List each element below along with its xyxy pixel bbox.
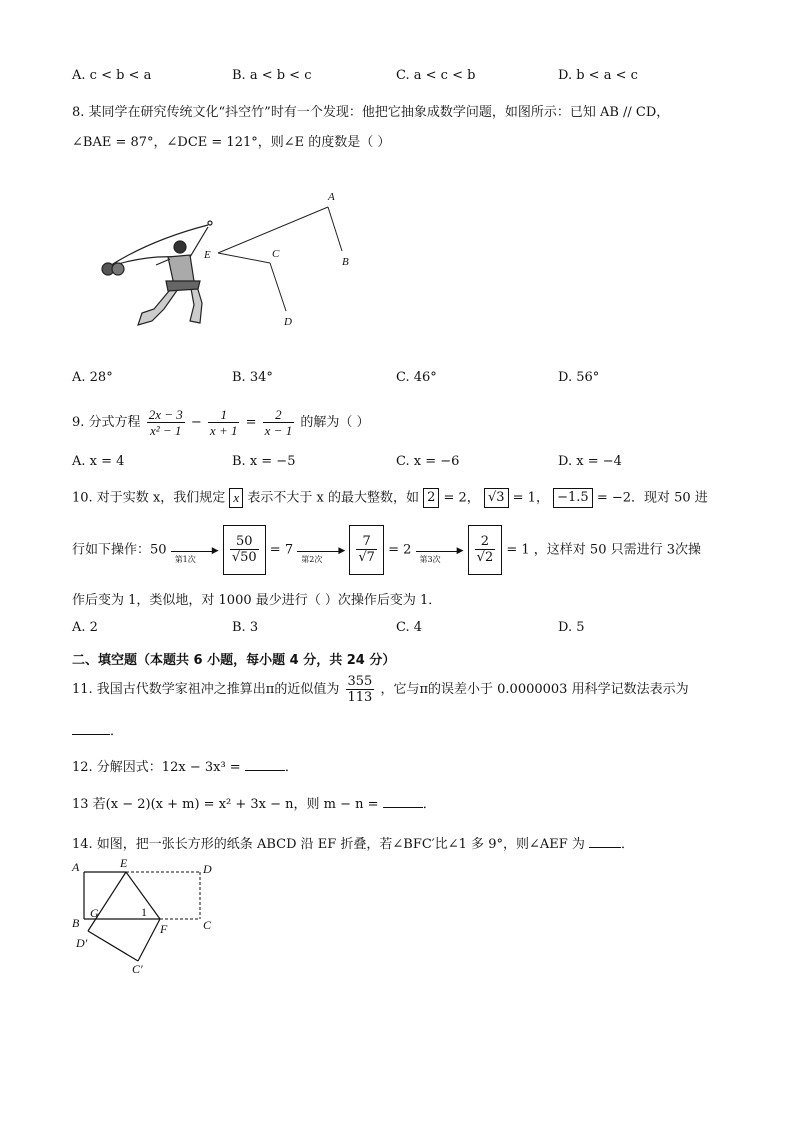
q14-text: 14. 如图，把一张长方形的纸条 ABCD 沿 EF 折叠，若∠BFC′比∠1 多 9°，则∠AEF 为 [72, 837, 585, 852]
q9-f2-den: x + 1 [209, 423, 238, 438]
q9-option-d: D. x = −4 [558, 454, 622, 469]
label-E: E [204, 249, 211, 261]
q14-figure [70, 855, 230, 980]
label-B: B [72, 916, 80, 930]
q7-option-b: B. a < b < c [232, 68, 312, 83]
q9-stem [72, 405, 369, 441]
q11-suffix: ，它与π的误差小于 0.0000003 用科学记数法表示为 [380, 682, 689, 697]
edge-Dp-Cp [88, 931, 138, 961]
q11-stem [72, 672, 689, 708]
q9-f1-num: 2x − 3 [148, 407, 183, 422]
q10-option-b: B. 3 [232, 620, 259, 635]
label-C: C [203, 918, 212, 932]
q13-end: ． [422, 797, 436, 812]
q10-stem-line3: 作后变为 1，类似地，对 1000 最少进行（ ）次操作后变为 1． [72, 593, 442, 608]
q8-option-b: B. 34° [232, 370, 273, 385]
q10-p4: = 1， [512, 490, 549, 506]
q13-text: 13 若(x − 2)(x + m) = x² + 3x − n，则 m − n = [72, 797, 379, 812]
q10-bracket-x: x [229, 488, 243, 508]
q10-bracket-frac2 [349, 525, 384, 575]
q10-f3-num: 2 [475, 534, 496, 550]
q9-minus: − [190, 415, 202, 430]
q9-fraction-3 [263, 407, 295, 438]
q10-f3-den: √2 [476, 550, 494, 565]
q11-end: ． [110, 724, 124, 739]
q9-suffix: 的解为（ ） [300, 415, 370, 430]
line-CD [270, 263, 286, 311]
q9-option-c: C. x = −6 [396, 454, 460, 469]
q9-equals: = [245, 415, 257, 430]
q10-stem-line2 [72, 525, 701, 575]
q13-answer-blank[interactable] [383, 795, 423, 808]
q10-p2: 表示不大于 x 的最大整数，如 [247, 490, 419, 506]
q10-bracket-m15: −1.5 [553, 488, 593, 508]
label-C-prime: C′ [132, 962, 143, 976]
q14-answer-blank[interactable] [589, 835, 621, 848]
q10-r2: = 2 [388, 542, 412, 558]
label-D: D [203, 862, 212, 876]
q7-option-c: C. a < c < b [396, 68, 476, 83]
q10-p3: = 2， [443, 490, 480, 506]
q10-p1: 10. 对于实数 x，我们规定 [72, 490, 226, 506]
q11-fraction [346, 674, 375, 705]
q10-option-c: C. 4 [396, 620, 423, 635]
label-E: E [120, 856, 128, 870]
q10-p5: = −2．现对 50 进 [596, 490, 708, 506]
q9-f3-num: 2 [263, 407, 295, 423]
q10-arrow-1-label: 第1次 [174, 555, 196, 564]
q10-f2-den: √7 [358, 550, 375, 565]
q10-l2-suffix: ，这样对 50 只需进行 3次操 [533, 542, 702, 558]
line-EA [218, 207, 328, 253]
q9-fraction-1 [147, 407, 185, 438]
q8-stem-line2: ∠BAE = 87°，∠DCE = 121°，则∠E 的度数是（ ） [72, 135, 391, 150]
label-B: B [342, 256, 349, 268]
q10-bracket-frac3 [468, 525, 503, 575]
q10-arrow-2: 第2次 ▶ [297, 543, 345, 557]
line-AB [328, 207, 342, 251]
q12-stem [72, 756, 298, 775]
q10-f1-num: 50 [230, 534, 259, 550]
q9-option-a: A. x = 4 [72, 454, 125, 469]
q10-arrow-3-label: 第3次 [419, 555, 441, 564]
line-EC [218, 253, 270, 263]
q8-geometry [218, 207, 342, 311]
label-F: F [160, 922, 168, 936]
q11-answer-line [72, 720, 123, 739]
q11-f-den: 113 [347, 690, 373, 705]
q11-prefix: 11. 我国古代数学家祖冲之推算出π的近似值为 [72, 682, 340, 697]
q8-figure [90, 185, 370, 335]
q11-answer-blank[interactable] [72, 722, 110, 735]
q8-option-c: C. 46° [396, 370, 437, 385]
q9-f2-num: 1 [208, 407, 240, 423]
q9-option-b: B. x = −5 [232, 454, 296, 469]
label-A: A [72, 860, 80, 874]
q10-stem-line1 [72, 488, 708, 509]
q10-f2-num: 7 [356, 534, 377, 550]
q9-f1-den: x² − 1 [149, 423, 182, 438]
q14-end: ． [621, 837, 635, 852]
section-title-fill-in: 二、填空题（本题共 6 小题，每小题 4 分，共 24 分） [72, 653, 396, 668]
q10-option-a: A. 2 [72, 620, 98, 635]
q10-l2-prefix: 行如下操作：50 [72, 542, 167, 558]
label-D: D [284, 316, 292, 328]
label-C: C [272, 248, 280, 260]
label-D-prime: D′ [76, 936, 88, 950]
label-G: G [90, 906, 99, 920]
q10-option-d: D. 5 [558, 620, 585, 635]
q12-text: 12. 分解因式：12x − 3x³ = [72, 760, 241, 775]
q10-arrow-2-label: 第2次 [301, 555, 323, 564]
q7-option-a: A. c < b < a [72, 68, 152, 83]
q10-f1-den: √50 [231, 550, 257, 565]
q8-option-a: A. 28° [72, 370, 113, 385]
q9-fraction-2 [208, 407, 240, 438]
q10-bracket-sqrt3: √3 [484, 488, 509, 508]
q12-end: ． [284, 760, 298, 775]
q9-f3-den: x − 1 [264, 423, 293, 438]
q10-arrow-1: 第1次 ▶ [171, 543, 219, 557]
q14-stem [72, 833, 634, 852]
q9-prefix: 9. 分式方程 [72, 415, 141, 430]
q7-option-d: D. b < a < c [558, 68, 638, 83]
q11-f-num: 355 [347, 674, 373, 689]
q10-r3: = 1 [506, 542, 530, 558]
q8-stem-line1: 8. 某同学在研究传统文化“抖空竹”时有一个发现：他把它抽象成数学问题，如图所示：已知 AB // CD， [72, 105, 670, 120]
q10-r1: = 7 [269, 542, 294, 558]
q12-answer-blank[interactable] [245, 758, 285, 771]
q8-option-d: D. 56° [558, 370, 600, 385]
edge-ED-prime [88, 872, 126, 931]
q10-arrow-3: 第3次 ▶ [416, 543, 464, 557]
kongzhu-player-illustration [102, 221, 212, 325]
label-angle-1: 1 [141, 905, 147, 919]
label-A: A [328, 191, 335, 203]
q10-bracket-2: 2 [423, 488, 439, 508]
q10-bracket-frac1 [223, 525, 266, 575]
edge-Cp-F [138, 919, 160, 961]
q13-stem [72, 793, 436, 812]
